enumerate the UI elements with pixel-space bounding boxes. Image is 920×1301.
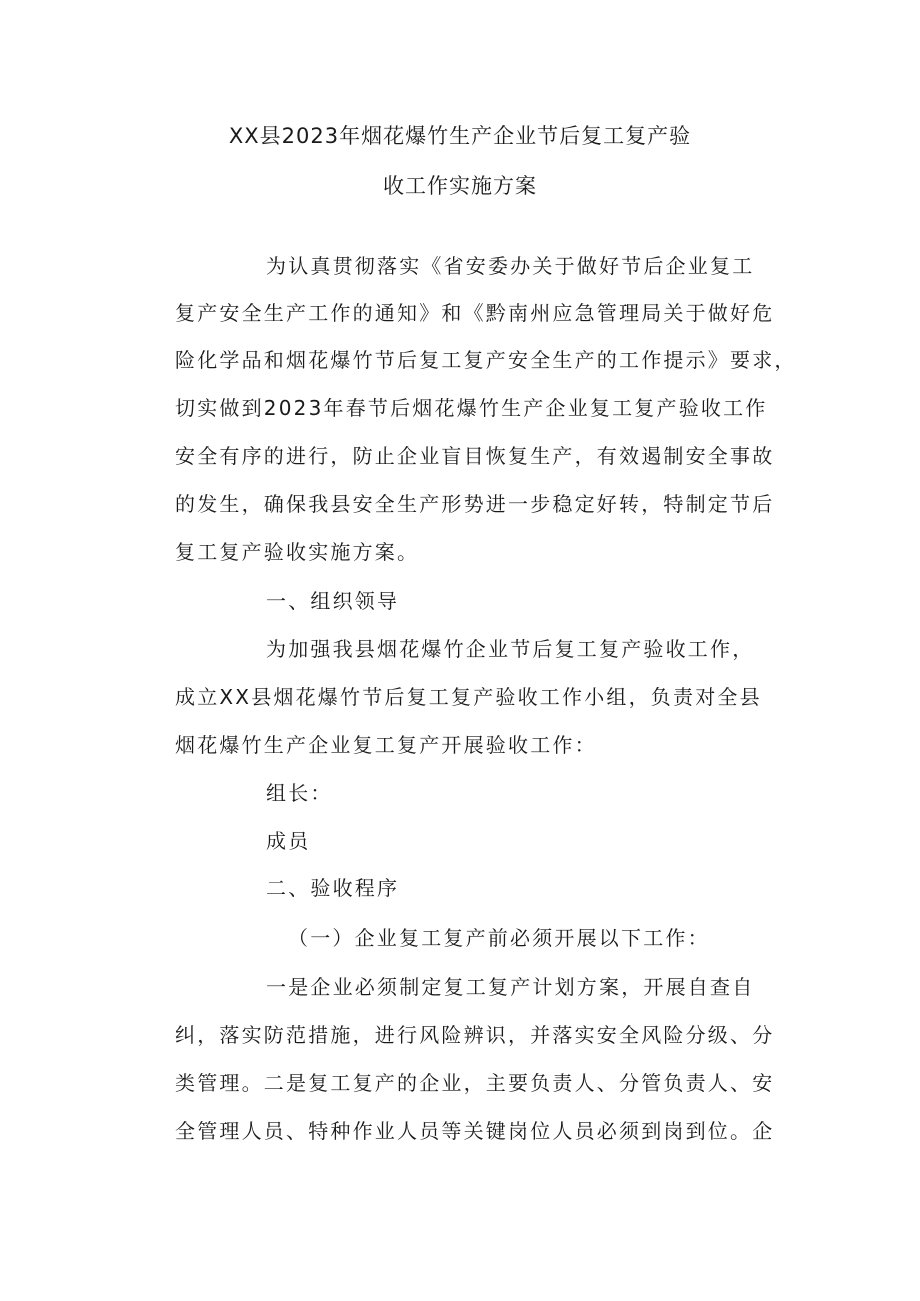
section1-paragraph-line: 为加强我县烟花爆竹企业节后复工复产验收工作， bbox=[266, 637, 755, 661]
leader-label: 组长： bbox=[266, 781, 333, 805]
subsection-paragraph-line: 全管理人员、特种作业人员等关键岗位人员必须到岗到位。企 bbox=[175, 1119, 775, 1143]
section1-paragraph-line: 成立XX县烟花爆竹节后复工复产验收工作小组，负责对全县 bbox=[175, 685, 762, 709]
intro-paragraph-line: 为认真贯彻落实《省安委办关于做好节后企业复工 bbox=[266, 254, 755, 278]
intro-paragraph-line: 复产安全生产工作的通知》和《黔南州应急管理局关于做好危 bbox=[175, 301, 775, 325]
intro-paragraph-line: 的发生，确保我县安全生产形势进一步稳定好转，特制定节后 bbox=[175, 492, 775, 516]
section1-paragraph-line: 烟花爆竹生产企业复工复产开展验收工作： bbox=[175, 733, 597, 757]
intro-paragraph-line: 切实做到2023年春节后烟花爆竹生产企业复工复产验收工作 bbox=[175, 396, 768, 420]
subsection-paragraph-line: 类管理。二是复工复产的企业，主要负责人、分管负责人、安 bbox=[175, 1071, 775, 1095]
document-title-line-2: 收工作实施方案 bbox=[383, 174, 537, 198]
subsection-paragraph-line: 一是企业必须制定复工复产计划方案，开展自查自 bbox=[266, 975, 755, 999]
intro-paragraph-line: 险化学品和烟花爆竹节后复工复产安全生产的工作提示》要求， bbox=[175, 348, 797, 372]
intro-paragraph-line: 安全有序的进行，防止企业盲目恢复生产，有效遏制安全事故 bbox=[175, 444, 775, 468]
section-heading-procedure: 二、验收程序 bbox=[266, 876, 400, 900]
subsection-heading: （一）企业复工复产前必须开展以下工作： bbox=[288, 926, 710, 950]
members-label: 成员 bbox=[266, 829, 311, 853]
document-title-line-1: XX县2023年烟花爆竹生产企业节后复工复产验 bbox=[228, 124, 692, 148]
subsection-paragraph-line: 纠，落实防范措施，进行风险辨识，并落实安全风险分级、分 bbox=[175, 1023, 775, 1047]
intro-paragraph-line: 复工复产验收实施方案。 bbox=[175, 540, 420, 564]
section-heading-organization: 一、组织领导 bbox=[266, 589, 400, 613]
